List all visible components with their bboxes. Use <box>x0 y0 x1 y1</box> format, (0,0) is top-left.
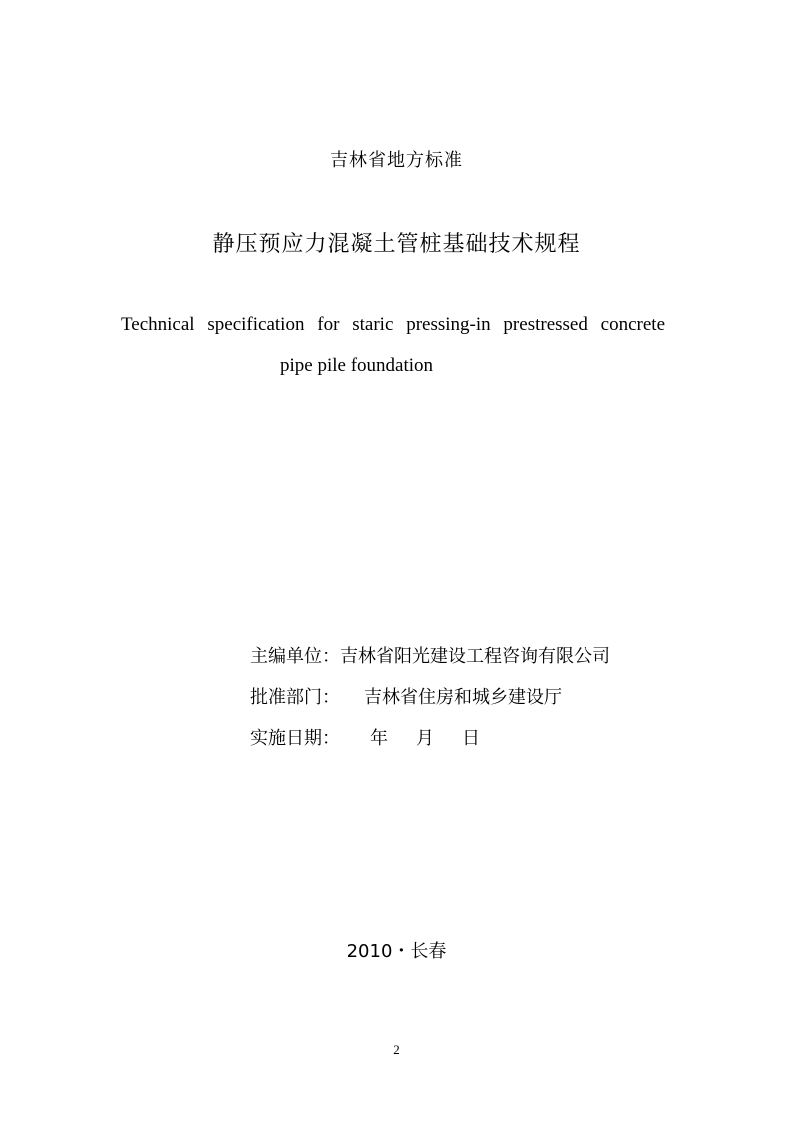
date-label: 实施日期： <box>250 728 340 749</box>
date-day: 日 <box>462 728 480 749</box>
approver-row <box>250 686 610 727</box>
page-number: 2 <box>393 1042 400 1057</box>
chinese-title: 静压预应力混凝土管桩基础技术规程 <box>212 232 581 257</box>
editor-value: 吉林省阳光建设工程咨询有限公司 <box>340 646 610 667</box>
approver-label: 批准部门： <box>250 687 340 708</box>
english-title-line-1: Technical specification for staric pressing-in prestressed concrete <box>121 314 665 335</box>
editor-label: 主编单位： <box>250 646 340 667</box>
editor-row <box>250 645 610 686</box>
year-place-footer: 2010・长春 <box>346 941 447 962</box>
date-year: 年 <box>370 728 388 749</box>
date-row <box>250 727 610 768</box>
english-title-line-2: pipe pile foundation <box>280 355 434 376</box>
standard-type-heading: 吉林省地方标准 <box>330 150 463 171</box>
publication-info <box>250 645 610 768</box>
date-month: 月 <box>416 728 434 749</box>
approver-value: 吉林省住房和城乡建设厅 <box>364 687 562 708</box>
